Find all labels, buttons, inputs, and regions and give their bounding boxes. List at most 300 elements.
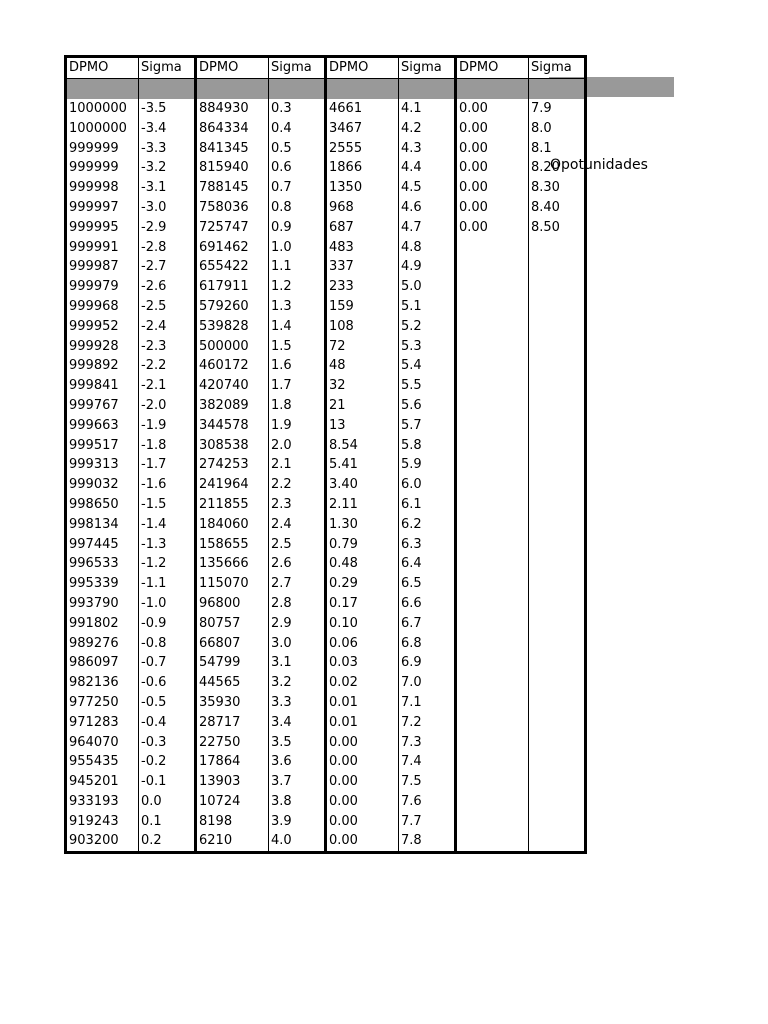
sigma-cell: -0.1: [139, 772, 196, 792]
sigma-cell: 4.8: [399, 238, 456, 258]
sigma-cell: 8.40: [529, 198, 586, 218]
dpmo-cell: 0.10: [326, 614, 399, 634]
sigma-cell: 5.6: [399, 396, 456, 416]
dpmo-cell: 5.41: [326, 455, 399, 475]
dpmo-cell: 0.48: [326, 554, 399, 574]
sigma-cell: 2.2: [269, 475, 326, 495]
sigma-cell: 3.9: [269, 812, 326, 832]
sigma-cell: -0.7: [139, 653, 196, 673]
sigma-cell: 3.8: [269, 792, 326, 812]
dpmo-cell: 54799: [196, 653, 269, 673]
sigma-cell: 8.0: [529, 119, 586, 139]
sigma-cell: 5.9: [399, 455, 456, 475]
sigma-cell: [529, 396, 586, 416]
dpmo-cell: 500000: [196, 337, 269, 357]
sigma-cell: 7.2: [399, 713, 456, 733]
table-row: [66, 356, 586, 376]
dpmo-cell: 0.03: [326, 653, 399, 673]
dpmo-cell: 0.00: [456, 119, 529, 139]
sigma-cell: [529, 574, 586, 594]
dpmo-cell: 22750: [196, 733, 269, 753]
dpmo-cell: 344578: [196, 416, 269, 436]
sigma-cell: 1.6: [269, 356, 326, 376]
sigma-cell: 0.9: [269, 218, 326, 238]
dpmo-cell: 999997: [66, 198, 139, 218]
sigma-cell: 6.6: [399, 594, 456, 614]
dpmo-cell: 999998: [66, 178, 139, 198]
sigma-cell: -0.5: [139, 693, 196, 713]
dpmo-cell: [456, 337, 529, 357]
dpmo-cell: [456, 733, 529, 753]
dpmo-cell: [456, 554, 529, 574]
dpmo-cell: 788145: [196, 178, 269, 198]
sigma-cell: 1.5: [269, 337, 326, 357]
dpmo-cell: 1350: [326, 178, 399, 198]
dpmo-cell: [456, 495, 529, 515]
band-cell: [269, 79, 326, 100]
dpmo-cell: 337: [326, 257, 399, 277]
dpmo-cell: 274253: [196, 455, 269, 475]
sigma-cell: 3.5: [269, 733, 326, 753]
table-row: [66, 158, 586, 178]
sigma-cell: 3.3: [269, 693, 326, 713]
header-band: [66, 79, 586, 100]
dpmo-cell: 579260: [196, 297, 269, 317]
sigma-cell: 6.2: [399, 515, 456, 535]
dpmo-cell: 999987: [66, 257, 139, 277]
table-row: [66, 257, 586, 277]
dpmo-cell: [456, 653, 529, 673]
dpmo-cell: 0.00: [456, 99, 529, 119]
sigma-cell: 2.9: [269, 614, 326, 634]
sigma-cell: 5.1: [399, 297, 456, 317]
table-row: [66, 297, 586, 317]
table-row: [66, 535, 586, 555]
sigma-cell: [529, 634, 586, 654]
dpmo-cell: [456, 515, 529, 535]
dpmo-cell: 933193: [66, 792, 139, 812]
sigma-cell: [529, 238, 586, 258]
sigma-cell: -0.9: [139, 614, 196, 634]
table-row: [66, 396, 586, 416]
dpmo-cell: 135666: [196, 554, 269, 574]
sigma-cell: 4.3: [399, 139, 456, 159]
table-row: [66, 752, 586, 772]
sigma-cell: 3.4: [269, 713, 326, 733]
header-dpmo: DPMO: [196, 57, 269, 79]
dpmo-cell: 96800: [196, 594, 269, 614]
table-row: [66, 337, 586, 357]
sigma-cell: [529, 535, 586, 555]
dpmo-cell: [456, 752, 529, 772]
dpmo-cell: 999767: [66, 396, 139, 416]
sigma-cell: 6.8: [399, 634, 456, 654]
table-row: [66, 614, 586, 634]
dpmo-cell: 0.01: [326, 713, 399, 733]
sigma-cell: 4.1: [399, 99, 456, 119]
sigma-cell: 3.7: [269, 772, 326, 792]
sigma-cell: [529, 772, 586, 792]
table-row: [66, 119, 586, 139]
dpmo-cell: 17864: [196, 752, 269, 772]
sigma-cell: -1.7: [139, 455, 196, 475]
header-sigma: Sigma: [399, 57, 456, 79]
sigma-cell: 6.3: [399, 535, 456, 555]
sigma-cell: -2.6: [139, 277, 196, 297]
sigma-cell: 7.5: [399, 772, 456, 792]
sigma-cell: [529, 594, 586, 614]
sigma-cell: 8.1: [529, 139, 586, 159]
dpmo-cell: 241964: [196, 475, 269, 495]
dpmo-cell: 955435: [66, 752, 139, 772]
sigma-cell: 4.9: [399, 257, 456, 277]
dpmo-cell: 758036: [196, 198, 269, 218]
dpmo-cell: 999663: [66, 416, 139, 436]
band-cell: [529, 79, 586, 100]
sigma-cell: 8.50: [529, 218, 586, 238]
dpmo-cell: 6210: [196, 831, 269, 852]
sigma-cell: [529, 455, 586, 475]
table-row: [66, 554, 586, 574]
sigma-cell: 4.6: [399, 198, 456, 218]
dpmo-cell: 997445: [66, 535, 139, 555]
dpmo-cell: 999991: [66, 238, 139, 258]
table-row: [66, 218, 586, 238]
sigma-cell: 2.8: [269, 594, 326, 614]
table-row: [66, 673, 586, 693]
dpmo-cell: 0.00: [326, 733, 399, 753]
table-row: [66, 653, 586, 673]
dpmo-cell: 998650: [66, 495, 139, 515]
dpmo-cell: 308538: [196, 436, 269, 456]
sigma-cell: 0.2: [139, 831, 196, 852]
dpmo-cell: 919243: [66, 812, 139, 832]
sigma-cell: -3.5: [139, 99, 196, 119]
sigma-cell: [529, 713, 586, 733]
dpmo-cell: [456, 594, 529, 614]
dpmo-cell: 0.00: [326, 752, 399, 772]
sigma-cell: -1.0: [139, 594, 196, 614]
dpmo-cell: 986097: [66, 653, 139, 673]
sigma-cell: [529, 693, 586, 713]
dpmo-cell: 815940: [196, 158, 269, 178]
dpmo-cell: 35930: [196, 693, 269, 713]
dpmo-cell: 687: [326, 218, 399, 238]
sigma-cell: [529, 653, 586, 673]
sigma-cell: 5.8: [399, 436, 456, 456]
sigma-cell: 1.9: [269, 416, 326, 436]
header-sigma: Sigma: [529, 57, 586, 79]
sigma-cell: 2.0: [269, 436, 326, 456]
dpmo-cell: [456, 416, 529, 436]
sigma-cell: 6.5: [399, 574, 456, 594]
sigma-cell: 5.0: [399, 277, 456, 297]
sigma-cell: [529, 673, 586, 693]
sigma-cell: [529, 475, 586, 495]
opportunities-label: Opotunidades: [550, 157, 648, 173]
sigma-cell: -0.4: [139, 713, 196, 733]
table-row: [66, 317, 586, 337]
sigma-cell: 4.5: [399, 178, 456, 198]
table-row: [66, 574, 586, 594]
table-row: [66, 238, 586, 258]
dpmo-cell: 884930: [196, 99, 269, 119]
table-row: [66, 812, 586, 832]
sigma-cell: [529, 495, 586, 515]
sigma-cell: 3.2: [269, 673, 326, 693]
dpmo-cell: 999892: [66, 356, 139, 376]
dpmo-cell: 3467: [326, 119, 399, 139]
dpmo-cell: 8198: [196, 812, 269, 832]
dpmo-cell: 0.06: [326, 634, 399, 654]
sigma-cell: -3.2: [139, 158, 196, 178]
band-cell: [399, 79, 456, 100]
sigma-cell: [529, 733, 586, 753]
table-row: [66, 634, 586, 654]
dpmo-cell: 725747: [196, 218, 269, 238]
dpmo-cell: 989276: [66, 634, 139, 654]
dpmo-cell: [456, 772, 529, 792]
dpmo-cell: [456, 812, 529, 832]
sigma-cell: -0.6: [139, 673, 196, 693]
sigma-cell: 7.4: [399, 752, 456, 772]
table-row: [66, 198, 586, 218]
table-row: [66, 455, 586, 475]
sigma-cell: 2.3: [269, 495, 326, 515]
dpmo-cell: [456, 297, 529, 317]
dpmo-cell: [456, 455, 529, 475]
sigma-cell: 0.4: [269, 119, 326, 139]
sigma-cell: 4.7: [399, 218, 456, 238]
sigma-cell: -2.0: [139, 396, 196, 416]
table-row: [66, 277, 586, 297]
table-row: [66, 831, 586, 852]
dpmo-cell: 996533: [66, 554, 139, 574]
sigma-cell: 0.3: [269, 99, 326, 119]
sigma-cell: 6.7: [399, 614, 456, 634]
sigma-cell: 1.7: [269, 376, 326, 396]
sigma-cell: -2.5: [139, 297, 196, 317]
dpmo-cell: 617911: [196, 277, 269, 297]
dpmo-cell: 13: [326, 416, 399, 436]
band-cell: [456, 79, 529, 100]
dpmo-cell: 2.11: [326, 495, 399, 515]
sigma-cell: [529, 554, 586, 574]
dpmo-cell: 998134: [66, 515, 139, 535]
dpmo-cell: 1866: [326, 158, 399, 178]
sigma-cell: 5.2: [399, 317, 456, 337]
header-dpmo: DPMO: [326, 57, 399, 79]
dpmo-cell: 0.00: [326, 812, 399, 832]
sigma-cell: -0.3: [139, 733, 196, 753]
table-row: [66, 178, 586, 198]
table-row: [66, 693, 586, 713]
sigma-cell: 8.30: [529, 178, 586, 198]
dpmo-cell: 539828: [196, 317, 269, 337]
dpmo-cell: [456, 831, 529, 852]
sigma-cell: 5.4: [399, 356, 456, 376]
sigma-cell: -1.5: [139, 495, 196, 515]
sigma-cell: 0.7: [269, 178, 326, 198]
sigma-cell: [529, 614, 586, 634]
dpmo-cell: 964070: [66, 733, 139, 753]
sigma-cell: -1.6: [139, 475, 196, 495]
dpmo-cell: 48: [326, 356, 399, 376]
dpmo-cell: 115070: [196, 574, 269, 594]
sigma-cell: [529, 792, 586, 812]
sigma-cell: 1.8: [269, 396, 326, 416]
sigma-cell: [529, 277, 586, 297]
sigma-cell: 3.6: [269, 752, 326, 772]
table-row: [66, 416, 586, 436]
dpmo-cell: 0.00: [326, 831, 399, 852]
dpmo-cell: 999999: [66, 139, 139, 159]
band-cell: [66, 79, 139, 100]
table-row: [66, 733, 586, 753]
dpmo-cell: 1000000: [66, 99, 139, 119]
sigma-cell: 7.1: [399, 693, 456, 713]
sigma-cell: 6.9: [399, 653, 456, 673]
sigma-cell: 2.6: [269, 554, 326, 574]
sigma-cell: 4.2: [399, 119, 456, 139]
dpmo-cell: 10724: [196, 792, 269, 812]
dpmo-cell: 999032: [66, 475, 139, 495]
sigma-cell: -2.8: [139, 238, 196, 258]
dpmo-cell: 841345: [196, 139, 269, 159]
table-row: [66, 436, 586, 456]
dpmo-cell: 968: [326, 198, 399, 218]
sigma-cell: 5.5: [399, 376, 456, 396]
dpmo-cell: 4661: [326, 99, 399, 119]
sigma-cell: 2.1: [269, 455, 326, 475]
table-row: [66, 772, 586, 792]
dpmo-cell: [456, 535, 529, 555]
sigma-cell: 3.0: [269, 634, 326, 654]
sigma-cell: 7.6: [399, 792, 456, 812]
dpmo-cell: 971283: [66, 713, 139, 733]
sigma-cell: -3.0: [139, 198, 196, 218]
dpmo-cell: 993790: [66, 594, 139, 614]
table-row: [66, 495, 586, 515]
dpmo-cell: 66807: [196, 634, 269, 654]
dpmo-cell: 995339: [66, 574, 139, 594]
table-row: [66, 713, 586, 733]
table-row: [66, 515, 586, 535]
sigma-cell: -0.8: [139, 634, 196, 654]
dpmo-cell: 159: [326, 297, 399, 317]
sigma-cell: [529, 515, 586, 535]
dpmo-cell: 460172: [196, 356, 269, 376]
sigma-cell: [529, 337, 586, 357]
dpmo-cell: 0.00: [456, 178, 529, 198]
dpmo-cell: [456, 356, 529, 376]
dpmo-cell: 999968: [66, 297, 139, 317]
sigma-cell: 0.6: [269, 158, 326, 178]
dpmo-cell: 691462: [196, 238, 269, 258]
sigma-cell: 0.8: [269, 198, 326, 218]
sigma-cell: -1.2: [139, 554, 196, 574]
dpmo-cell: 158655: [196, 535, 269, 555]
dpmo-cell: [456, 693, 529, 713]
dpmo-cell: 999952: [66, 317, 139, 337]
dpmo-cell: 0.00: [456, 139, 529, 159]
sigma-cell: 7.9: [529, 99, 586, 119]
dpmo-cell: 982136: [66, 673, 139, 693]
dpmo-cell: 999999: [66, 158, 139, 178]
dpmo-cell: 28717: [196, 713, 269, 733]
dpmo-cell: 0.00: [456, 158, 529, 178]
sigma-cell: 1.0: [269, 238, 326, 258]
dpmo-cell: 211855: [196, 495, 269, 515]
sigma-cell: -1.8: [139, 436, 196, 456]
dpmo-cell: 0.17: [326, 594, 399, 614]
dpmo-cell: 977250: [66, 693, 139, 713]
sigma-cell: -1.4: [139, 515, 196, 535]
sigma-cell: 2.4: [269, 515, 326, 535]
dpmo-cell: [456, 238, 529, 258]
sigma-cell: -3.4: [139, 119, 196, 139]
dpmo-cell: 0.00: [456, 218, 529, 238]
dpmo-cell: [456, 634, 529, 654]
dpmo-cell: 1000000: [66, 119, 139, 139]
sigma-cell: -2.1: [139, 376, 196, 396]
table-row: [66, 99, 586, 119]
dpmo-cell: [456, 277, 529, 297]
dpmo-cell: 184060: [196, 515, 269, 535]
sigma-cell: [529, 752, 586, 772]
sigma-cell: -2.2: [139, 356, 196, 376]
sigma-cell: -1.1: [139, 574, 196, 594]
dpmo-cell: 483: [326, 238, 399, 258]
dpmo-cell: [456, 396, 529, 416]
dpmo-cell: 8.54: [326, 436, 399, 456]
dpmo-cell: [456, 436, 529, 456]
dpmo-cell: 0.29: [326, 574, 399, 594]
sigma-cell: 6.0: [399, 475, 456, 495]
sigma-cell: 0.1: [139, 812, 196, 832]
table-row: [66, 792, 586, 812]
sigma-cell: 0.0: [139, 792, 196, 812]
sigma-cell: [529, 257, 586, 277]
sigma-cell: 5.7: [399, 416, 456, 436]
dpmo-cell: 999979: [66, 277, 139, 297]
dpmo-cell: [456, 574, 529, 594]
band-cell: [326, 79, 399, 100]
sigma-cell: [529, 831, 586, 852]
dpmo-cell: 0.79: [326, 535, 399, 555]
sigma-cell: 6.4: [399, 554, 456, 574]
dpmo-cell: 864334: [196, 119, 269, 139]
sigma-cell: 1.1: [269, 257, 326, 277]
dpmo-cell: 2555: [326, 139, 399, 159]
dpmo-cell: 999313: [66, 455, 139, 475]
dpmo-sigma-table: [64, 55, 587, 854]
dpmo-cell: [456, 792, 529, 812]
sigma-cell: 3.1: [269, 653, 326, 673]
sigma-cell: -2.4: [139, 317, 196, 337]
dpmo-cell: 13903: [196, 772, 269, 792]
dpmo-cell: 0.00: [326, 772, 399, 792]
dpmo-cell: 420740: [196, 376, 269, 396]
band-cell: [139, 79, 196, 100]
dpmo-cell: [456, 614, 529, 634]
sigma-cell: [529, 297, 586, 317]
dpmo-cell: 0.01: [326, 693, 399, 713]
sigma-cell: -3.3: [139, 139, 196, 159]
sigma-cell: 7.3: [399, 733, 456, 753]
sigma-cell: 8.20: [529, 158, 586, 178]
header-sigma: Sigma: [139, 57, 196, 79]
